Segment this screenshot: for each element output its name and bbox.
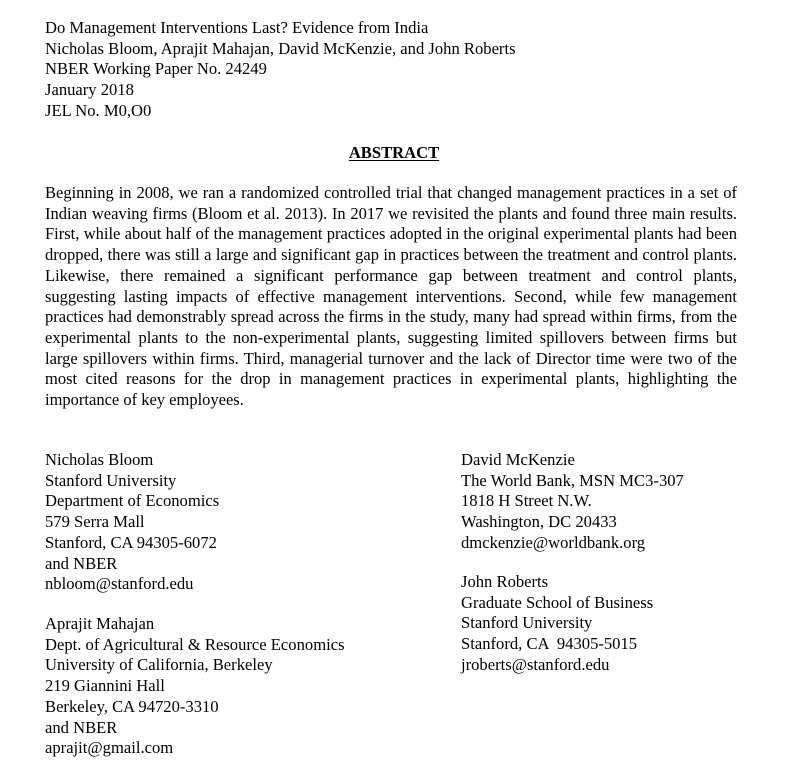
author-block-bloom (45, 450, 219, 595)
paper-header (45, 18, 516, 122)
author-address-line: Berkeley, CA 94720-3310 (45, 696, 219, 716)
author-email: jroberts@stanford.edu (461, 654, 610, 674)
author-affiliation-line: The World Bank, MSN MC3-307 (461, 470, 684, 490)
paper-title: Do Management Interventions Last? Evidence from India (45, 18, 429, 37)
author-address-line: Stanford, CA 94305-6072 (45, 532, 217, 552)
author-affiliation-line: and NBER (45, 553, 118, 573)
author-email: nbloom@stanford.edu (45, 574, 194, 594)
author-affiliation-line: Stanford University (45, 470, 177, 490)
author-address-line: 219 Giannini Hall (45, 676, 165, 696)
abstract-heading: ABSTRACT (348, 143, 440, 162)
paper-jel: JEL No. M0,O0 (45, 100, 152, 120)
author-affiliation-line: Dept. of Agricultural & Resource Economics (45, 634, 345, 654)
author-affiliation-line: Stanford University (461, 613, 593, 633)
author-email: aprajit@gmail.com (45, 738, 174, 758)
author-block-mahajan (45, 614, 345, 759)
paper-date: January 2018 (45, 80, 134, 100)
author-affiliation-line: and NBER (45, 717, 118, 737)
author-name: John Roberts (461, 572, 549, 591)
author-name: Aprajit Mahajan (45, 614, 155, 633)
author-affiliation-line: University of California, Berkeley (45, 655, 273, 675)
author-email: dmckenzie@worldbank.org (461, 532, 646, 552)
author-address-line: Washington, DC 20433 (461, 512, 617, 532)
author-affiliation-line: Graduate School of Business (461, 592, 654, 612)
paper-series: NBER Working Paper No. 24249 (45, 59, 267, 79)
author-block-roberts (461, 572, 653, 676)
author-address-line: 1818 H Street N.W. (461, 491, 592, 511)
paper-authors: Nicholas Bloom, Aprajit Mahajan, David McKenzie, and John Roberts (45, 38, 516, 58)
author-address-line: Stanford, CA 94305-5015 (461, 634, 638, 654)
author-block-mckenzie (461, 450, 684, 554)
abstract-text: Beginning in 2008, we ran a randomized controlled trial that changed management practices in a set of Indian weaving firms (Bloom et al. 2013). In 2017 we revisited the plants and found three main results. First, while about half of the management practices adopted in the original experimental plants had been dropped, there was still a large and significant gap in practices between the treatment and control plants. Likewise, there remained a significant performance gap between treatment and control plants, suggesting lasting impacts of effective management interventions. Second, while few management practices had demonstrably spread across the firms in the study, many had spread within firms, from the experimental plants to the non-experimental plants, suggesting limited spillovers between firms but large spillovers within firms. Third, managerial turnover and the lack of Director time were two of the most cited reasons for the drop in management practices in experimental plants, highlighting the importance of key employees. (45, 183, 737, 410)
author-affiliation-line: Department of Economics (45, 491, 220, 511)
author-name: Nicholas Bloom (45, 450, 154, 469)
author-name: David McKenzie (461, 450, 575, 469)
author-address-line: 579 Serra Mall (45, 512, 145, 532)
